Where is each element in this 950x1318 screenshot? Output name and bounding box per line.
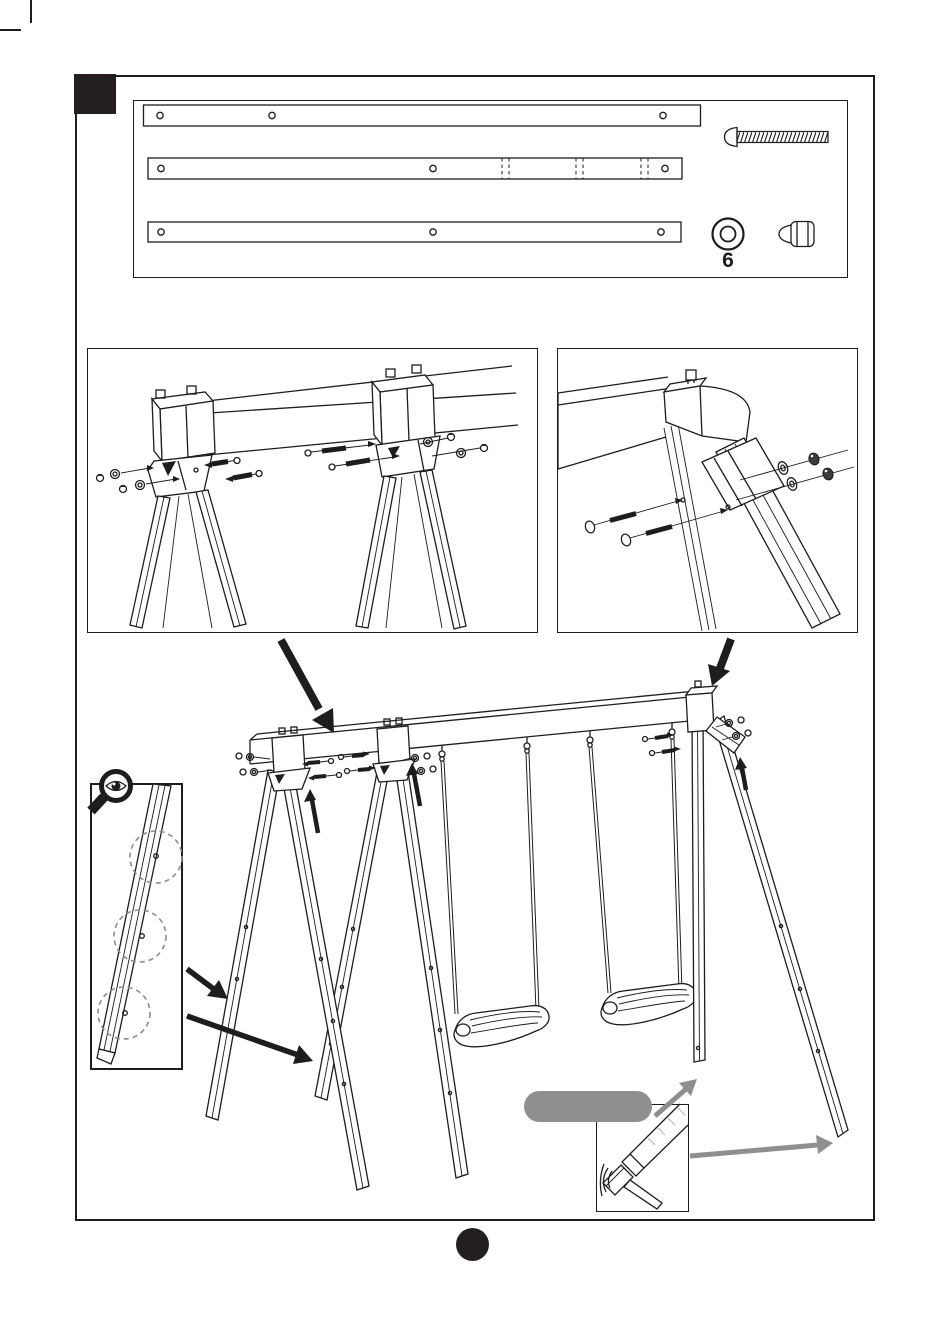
gray-arrows [655,1079,833,1156]
plank-bottom [148,222,681,242]
arrow-from-right-detail [708,639,731,686]
arrow-from-left-detail [281,640,334,733]
swing-seat-left [454,1006,549,1047]
washer-quantity-label: 6 [722,249,734,272]
main-hardware [236,717,751,781]
plank-top [144,105,701,126]
washer-icon [713,219,744,250]
cap-nut-icon [779,222,814,247]
callout-pill [524,1091,652,1122]
magnifier-eye-icon [91,772,131,812]
carriage-bolts-closeup [584,498,728,547]
detail-left-art [87,348,538,633]
beam-closeup [207,366,518,455]
detail-right-art [557,348,858,633]
crop-mark-horizontal [0,29,21,31]
beam-closeup-right [558,377,672,469]
bracket-assembly-left [97,386,263,628]
crop-mark-vertical [30,0,32,23]
corner-block [664,370,750,442]
step-number-square [74,74,116,114]
page-number-dot [456,1228,489,1261]
arrows-from-magnified-detail [187,969,313,1064]
plank-middle [148,158,682,179]
magnified-leg-detail [97,784,182,1064]
bolts-left-assembly [204,458,262,483]
cut-marks [502,158,648,179]
carriage-bolt-icon [725,128,829,147]
main-illustration [75,628,875,1222]
swing-ropes [441,739,682,1014]
swing-seat-right [601,984,696,1025]
